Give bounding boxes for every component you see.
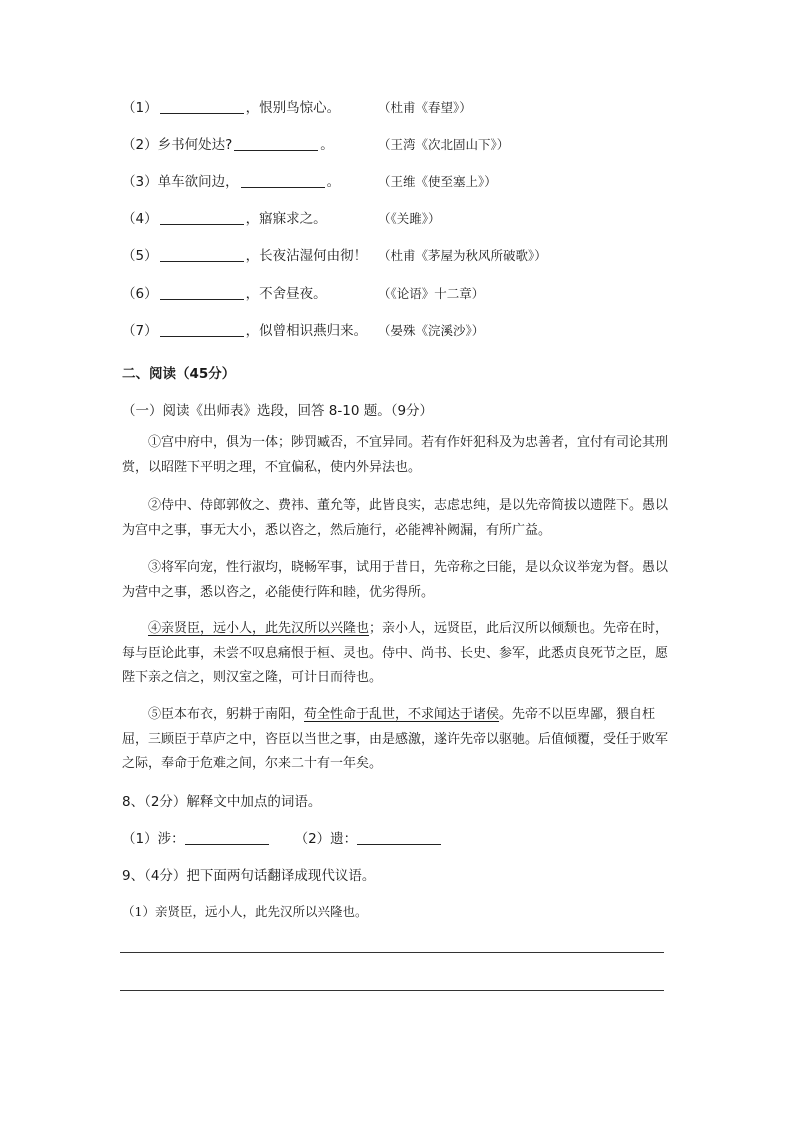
- question-8-title: 8、（2分）解释文中加点的词语。: [122, 794, 322, 810]
- item-text: 。: [320, 137, 334, 153]
- answer-blank[interactable]: [241, 173, 325, 188]
- underlined-sentence: 苟全性命于乱世，不求闻达于诸侯: [304, 707, 500, 722]
- item-text: 乡书何处达?: [157, 137, 233, 153]
- answer-blank[interactable]: [160, 210, 244, 225]
- fill-in-source-1: （杜甫《春望》）: [378, 100, 472, 115]
- answer-blank[interactable]: [160, 285, 244, 300]
- answer-blank[interactable]: [234, 136, 318, 151]
- item-text: 。: [326, 174, 341, 190]
- item-number: （3）: [122, 174, 158, 190]
- fill-in-item-4: [122, 209, 327, 229]
- underlined-sentence: ④亲贤臣，远小人，此先汉所以兴隆也: [148, 621, 370, 636]
- fill-in-source-3: （王维《使至塞上》）: [378, 174, 497, 189]
- passage-paragraph-3: ③将军向宠，性行淑均，晓畅军事，试用于昔日，先帝称之曰能，是以众议举宠为督。愚以为营中之事，悉以咨之，必能使行阵和睦，优劣得所。: [122, 560, 669, 600]
- fill-in-source-5: （杜甫《茅屋为秋风所破歌》）: [378, 248, 547, 263]
- paragraph-text: 。先帝不以臣卑鄙，猥自枉屈，三顾臣于草庐之中，咨臣以当世之事，由是感激，遂许先帝以驱驰。后值倾覆，受任于败军之际，奉命于危难之间，尔来二十有一年矣。: [122, 707, 669, 771]
- fill-in-source-2: （王湾《次北固山下》）: [378, 137, 510, 152]
- section-heading: 二、阅读（45分）: [122, 366, 236, 382]
- paragraph-text: ⑤臣本布衣，躬耕于南阳，: [148, 707, 305, 722]
- reading-part-title: （一）阅读《出师表》选段，回答 8-10 题。（9分）: [122, 403, 434, 419]
- item-text: 单车欲问边，: [157, 174, 239, 190]
- question-8-item-2: （2）遗：: [294, 831, 358, 847]
- question-9-item-1: （1）亲贤臣，远小人，此先汉所以兴隆也。: [122, 904, 368, 919]
- fill-in-item-2: [122, 135, 334, 155]
- answer-blank[interactable]: [160, 247, 244, 262]
- passage-paragraph-5: [122, 703, 674, 777]
- answer-line[interactable]: [120, 952, 664, 953]
- question-8-item-1: （1）涉：: [122, 831, 185, 847]
- passage-paragraph-1: ①宫中府中，俱为一体；陟罚臧否，不宜异同。若有作奸犯科及为忠善者，宜付有司论其刑赏，以昭陛下平明之理，不宜偏私，使内外异法也。: [122, 435, 669, 475]
- item-text: ，不舍昼夜。: [245, 286, 327, 302]
- question-8-items: [122, 827, 441, 847]
- item-text: ，寤寐求之。: [245, 211, 327, 227]
- fill-in-item-1: [122, 98, 340, 118]
- passage-paragraph-4: [122, 617, 674, 691]
- fill-in-item-7: [122, 321, 367, 341]
- item-number: （4）: [122, 211, 158, 227]
- answer-blank[interactable]: [185, 830, 269, 845]
- item-number: （1）: [122, 100, 158, 116]
- item-number: （5）: [122, 248, 158, 264]
- answer-blank[interactable]: [160, 322, 244, 337]
- item-number: （6）: [122, 286, 158, 302]
- fill-in-source-6: （《论语》十二章）: [378, 286, 485, 301]
- fill-in-item-6: [122, 284, 327, 304]
- item-number: （2）: [122, 137, 158, 153]
- item-text: ，长夜沾湿何由彻！: [245, 248, 368, 264]
- answer-line[interactable]: [120, 990, 664, 991]
- item-text: ，似曾相识燕归来。: [245, 323, 368, 339]
- item-number: （7）: [122, 323, 158, 339]
- answer-blank[interactable]: [357, 830, 441, 845]
- paragraph-text: ；亲小人，远贤臣，此后汉所以倾颓也。先帝在时，每与臣论此事，未尝不叹息痛恨于桓、灵也。侍中、尚书、长史、参军，此悉贞良死节之臣，愿陛下亲之信之，则汉室之隆，可计日而待也。: [122, 621, 669, 685]
- fill-in-source-7: （晏殊《浣溪沙》）: [378, 323, 485, 338]
- question-9-title: 9、（4分）把下面两句话翻译成现代议语。: [122, 868, 376, 884]
- fill-in-item-5: [122, 246, 367, 266]
- fill-in-item-3: [122, 172, 340, 192]
- fill-in-source-4: （《关雎》）: [378, 211, 441, 226]
- answer-blank[interactable]: [160, 99, 244, 114]
- passage-paragraph-2: ②侍中、侍郎郭攸之、费祎、董允等，此皆良实，志虑忠纯，是以先帝简拔以遗陛下。愚以为宫中之事，事无大小，悉以咨之，然后施行，必能裨补阙漏，有所广益。: [122, 498, 669, 538]
- item-text: ，恨别鸟惊心。: [245, 100, 341, 116]
